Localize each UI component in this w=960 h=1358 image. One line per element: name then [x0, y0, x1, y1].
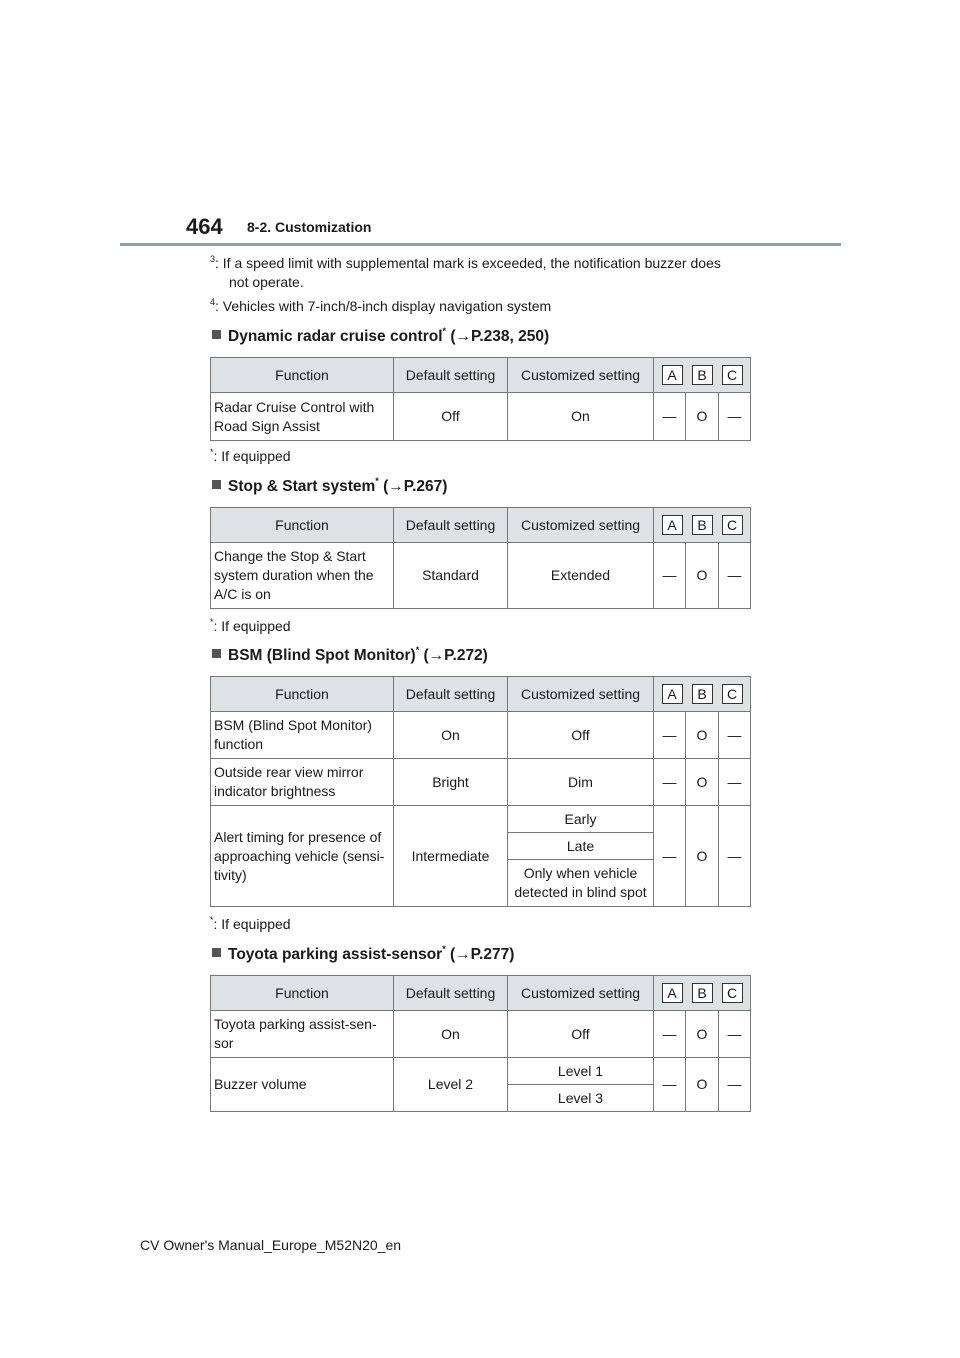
- footnote: [210, 915, 291, 934]
- cell-c: —: [719, 806, 751, 907]
- function-line: Alert timing for presence of: [214, 828, 382, 845]
- cell-default: On: [394, 712, 508, 759]
- square-bullet-icon: [212, 948, 221, 957]
- box-c: C: [722, 684, 743, 704]
- option-line: Only when vehicle: [523, 865, 638, 881]
- cell-default: Off: [394, 393, 508, 441]
- square-bullet-icon: [212, 480, 221, 489]
- cell-a: —: [654, 1011, 686, 1058]
- cell-custom-option: Level 1: [508, 1058, 654, 1085]
- heading-bsm: [212, 647, 488, 665]
- cell-function: Buzzer volume: [211, 1058, 394, 1112]
- col-default: Default setting: [394, 508, 508, 543]
- cell-function: [211, 759, 394, 806]
- table-row: [211, 1011, 751, 1058]
- cell-custom: Dim: [508, 759, 654, 806]
- cell-custom: Extended: [508, 543, 654, 609]
- col-custom: Customized setting: [508, 508, 654, 543]
- footnote-text: : If equipped: [213, 916, 291, 932]
- cell-b: O: [686, 543, 719, 609]
- note-mark: 3: [210, 254, 216, 264]
- cell-custom-option: Late: [508, 833, 654, 860]
- table-header-row: [211, 976, 751, 1011]
- cell-custom: On: [508, 393, 654, 441]
- table-row: [211, 393, 751, 441]
- cell-custom-option: Level 3: [508, 1085, 654, 1112]
- cell-function: [211, 393, 394, 441]
- function-line: function: [214, 736, 264, 752]
- cell-b: O: [686, 759, 719, 806]
- cell-b: O: [686, 806, 719, 907]
- footnote-mark: *: [210, 915, 214, 925]
- heading-ref: (→P.267): [378, 478, 448, 495]
- cell-custom-option: [508, 860, 654, 907]
- cell-c: —: [719, 1058, 751, 1112]
- cell-a: —: [654, 759, 686, 806]
- cell-c: —: [719, 759, 751, 806]
- function-line: Radar Cruise Control with: [214, 398, 375, 415]
- cell-default: On: [394, 1011, 508, 1058]
- col-custom: Customized setting: [508, 976, 654, 1011]
- heading-ref: (→P.272): [419, 647, 488, 664]
- note-mark: 4: [210, 297, 216, 307]
- col-abc: [654, 677, 751, 712]
- col-custom: Customized setting: [508, 358, 654, 393]
- function-line: BSM (Blind Spot Monitor): [214, 717, 372, 733]
- box-a: A: [662, 983, 683, 1003]
- table-row: [211, 712, 751, 759]
- cell-custom: Off: [508, 1011, 654, 1058]
- table-toyota-parking-assist-sensor: [210, 975, 751, 1112]
- cell-c: —: [719, 712, 751, 759]
- function-line: tivity): [214, 866, 247, 883]
- header-rule: [120, 243, 841, 246]
- box-b: B: [692, 684, 713, 704]
- square-bullet-icon: [212, 649, 221, 658]
- cell-custom: Off: [508, 712, 654, 759]
- heading-mark: *: [442, 326, 447, 336]
- function-line: Change the Stop & Start: [214, 548, 366, 564]
- col-default: Default setting: [394, 976, 508, 1011]
- heading-dynamic-radar-cruise-control: [212, 328, 549, 346]
- table-row: [211, 1058, 751, 1085]
- heading-ref: (→P.277): [445, 946, 515, 963]
- footnote: [210, 617, 291, 636]
- cell-default: Standard: [394, 543, 508, 609]
- cell-function: [211, 712, 394, 759]
- note-4: [210, 297, 551, 316]
- note-3: [210, 254, 721, 292]
- cell-b: O: [686, 1011, 719, 1058]
- col-abc: [654, 976, 751, 1011]
- footer: CV Owner's Manual_Europe_M52N20_en: [140, 1237, 402, 1253]
- box-c: C: [722, 365, 743, 385]
- heading-mark: *: [442, 944, 446, 954]
- box-b: B: [692, 365, 713, 385]
- box-a: A: [662, 684, 683, 704]
- col-function: Function: [211, 976, 394, 1011]
- col-abc: [654, 508, 751, 543]
- square-bullet-icon: [212, 330, 221, 339]
- col-default: Default setting: [394, 358, 508, 393]
- col-default: Default setting: [394, 677, 508, 712]
- heading-title: Dynamic radar cruise control: [228, 328, 443, 345]
- table-row: [211, 543, 751, 609]
- heading-stop-start-system: [212, 478, 447, 496]
- note-text: : Vehicles with 7-inch/8-inch display navigation system: [215, 298, 552, 314]
- heading-title: Toyota parking assist-sensor: [228, 946, 443, 963]
- cell-default: Level 2: [394, 1058, 508, 1112]
- footnote-text: : If equipped: [213, 448, 291, 464]
- function-line: Road Sign Assist: [214, 417, 320, 434]
- table-header-row: [211, 677, 751, 712]
- box-c: C: [722, 983, 743, 1003]
- function-line: Toyota parking assist-sen-: [214, 1016, 377, 1032]
- function-line: sor: [214, 1035, 234, 1051]
- footnote-text: : If equipped: [213, 618, 291, 634]
- cell-a: —: [654, 712, 686, 759]
- cell-b: O: [686, 712, 719, 759]
- box-a: A: [662, 365, 683, 385]
- table-row: [211, 806, 751, 833]
- cell-a: —: [654, 1058, 686, 1112]
- col-function: Function: [211, 677, 394, 712]
- function-line: system duration when the: [214, 567, 374, 583]
- function-line: A/C is on: [214, 586, 271, 602]
- footnote-mark: *: [210, 617, 214, 627]
- cell-function: [211, 543, 394, 609]
- col-custom: Customized setting: [508, 677, 654, 712]
- cell-custom-option: Early: [508, 806, 654, 833]
- table-stop-start-system: [210, 507, 751, 609]
- cell-b: O: [686, 1058, 719, 1112]
- option-line: detected in blind spot: [514, 884, 647, 900]
- footnote-mark: *: [210, 447, 214, 457]
- function-line: indicator brightness: [214, 783, 336, 799]
- table-header-row: [211, 508, 751, 543]
- cell-c: —: [719, 393, 751, 441]
- cell-function: [211, 1011, 394, 1058]
- cell-default: Intermediate: [394, 806, 508, 907]
- function-line: Outside rear view mirror: [214, 764, 364, 780]
- cell-a: —: [654, 806, 686, 907]
- box-b: B: [692, 983, 713, 1003]
- heading-title: BSM (Blind Spot Monitor): [228, 647, 416, 664]
- col-abc: [654, 358, 751, 393]
- heading-mark: *: [415, 645, 420, 655]
- cell-a: —: [654, 393, 686, 441]
- box-a: A: [662, 515, 683, 535]
- col-function: Function: [211, 508, 394, 543]
- table-row: [211, 759, 751, 806]
- note-text: : If a speed limit with supplemental mark is exceeded, the notification buzzer does: [215, 255, 721, 271]
- table-dynamic-radar-cruise-control: [210, 357, 751, 441]
- footnote: [210, 447, 291, 466]
- note-text-cont: not operate.: [229, 274, 304, 290]
- heading-toyota-parking-assist-sensor: [212, 946, 514, 964]
- heading-title: Stop & Start system: [228, 478, 376, 495]
- cell-a: —: [654, 543, 686, 609]
- cell-default: Bright: [394, 759, 508, 806]
- box-c: C: [722, 515, 743, 535]
- cell-c: —: [719, 1011, 751, 1058]
- heading-ref: (→P.238, 250): [446, 328, 550, 345]
- cell-c: —: [719, 543, 751, 609]
- cell-b: O: [686, 393, 719, 441]
- cell-function: [211, 806, 394, 907]
- section-title: 8-2. Customization: [247, 219, 372, 235]
- page-number: 464: [186, 214, 223, 239]
- table-bsm: [210, 676, 751, 907]
- function-line: approaching vehicle (sensi-: [214, 847, 385, 864]
- heading-mark: *: [375, 476, 379, 486]
- col-function: Function: [211, 358, 394, 393]
- box-b: B: [692, 515, 713, 535]
- table-header-row: [211, 358, 751, 393]
